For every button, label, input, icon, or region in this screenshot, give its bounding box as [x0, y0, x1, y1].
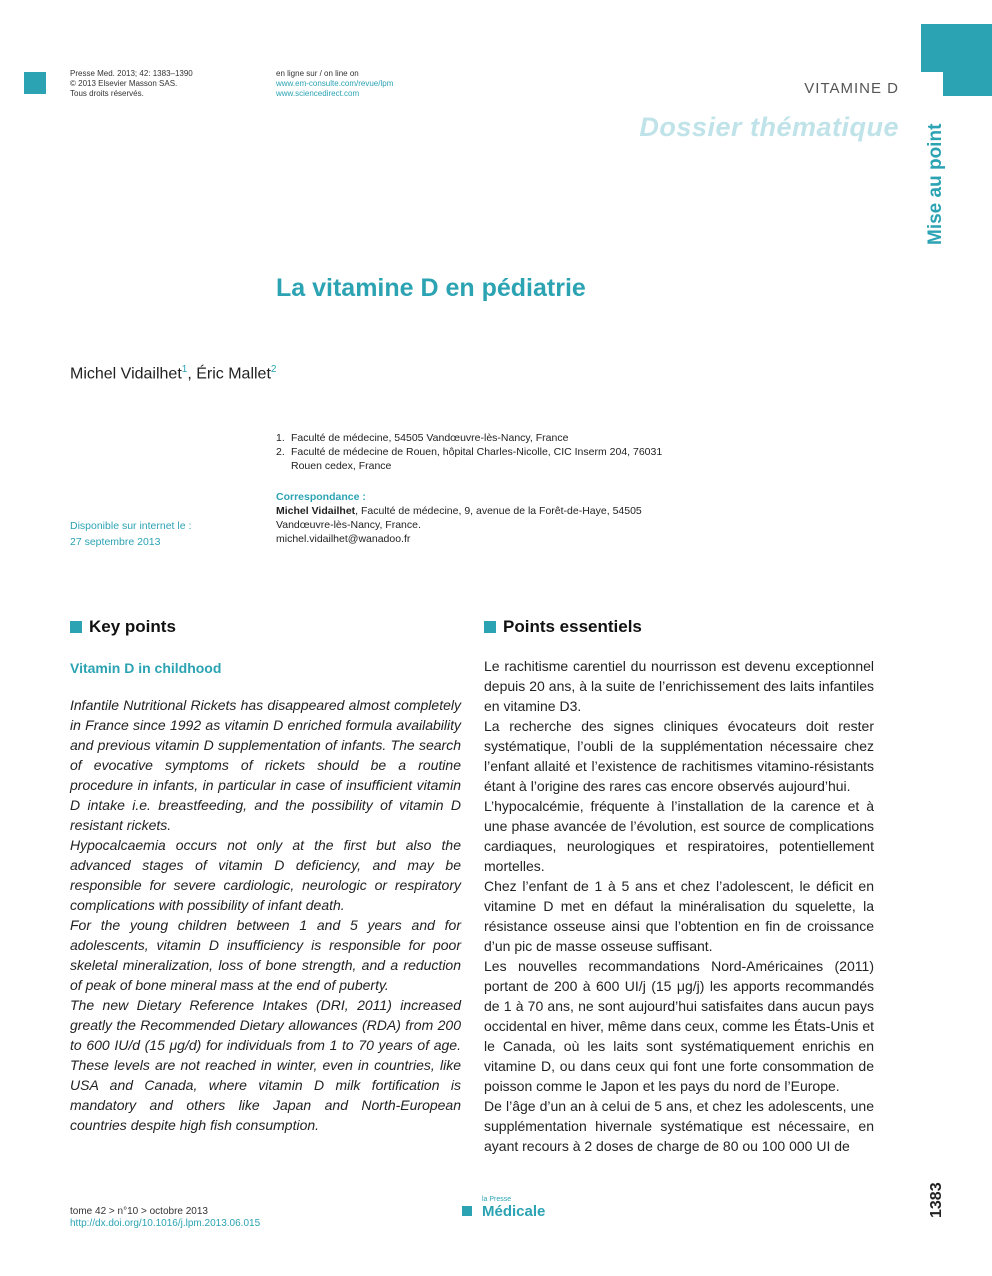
affiliation-number: 2.	[276, 446, 285, 458]
correspondence-name: Michel Vidailhet	[276, 505, 356, 517]
paragraph: Chez l’enfant de 1 à 5 ans et chez l’adolescent, le déficit en vitamine D met en défaut la minéralisation du squelette, la résistance osseuse ainsi que l’obtention en fin de croissance d’un pic de masse osseuse suffisant.	[484, 878, 874, 954]
affiliation-text: Faculté de médecine, 54505 Vandœuvre-lès-Nancy, France	[291, 432, 569, 444]
affiliations	[276, 431, 696, 473]
side-category-label: Mise au point	[925, 123, 946, 245]
heading-square-icon	[70, 621, 82, 633]
author-name: Éric Mallet	[196, 365, 271, 383]
footer-issue-info	[70, 1206, 260, 1230]
points-essentiels-heading-text: Points essentiels	[503, 617, 642, 636]
article-title: La vitamine D en pédiatrie	[276, 274, 586, 302]
correspondence	[276, 490, 696, 546]
paragraph: Hypocalcaemia occurs not only at the first but also the advanced stages of vitamin D deficiency, and may be responsible for severe cardiologic, neurologic or respiratory complications with possibility of infant death.	[70, 837, 461, 913]
logo-square-icon	[462, 1206, 472, 1216]
paragraph: La recherche des signes cliniques évocateurs doit rester systématique, l’oubli de la supplémentation nécessaire chez l’enfant allaité et l’existence de rachitismes vitamino-résistants étant à l’origine des rares cas encore observés aujourd’hui.	[484, 718, 874, 794]
online-label: en ligne sur / on line on	[276, 69, 359, 78]
dossier-label: Dossier thématique	[639, 112, 899, 142]
doi-link[interactable]: http://dx.doi.org/10.1016/j.lpm.2013.06.015	[70, 1218, 261, 1229]
paragraph: De l’âge d’un an à celui de 5 ans, et chez les adolescents, une supplémentation hivernale systématique est nécessaire, en ayant recours à 2 doses de charge de 80 ou 100 000 UI de	[484, 1098, 874, 1154]
journal-logo-text	[482, 1196, 545, 1220]
journal-logo-big: Médicale	[482, 1203, 546, 1220]
citation-line: Tous droits réservés.	[70, 89, 144, 98]
paragraph: For the young children between 1 and 5 years and for adolescents, vitamin D insufficiency is responsible for poor skeletal mineralization, loss of bone strength, and a reduction of peak of bone mineral mass at the end of puberty.	[70, 917, 461, 993]
points-essentiels-heading	[484, 617, 642, 637]
author-affiliation-ref: 1	[181, 364, 188, 375]
heading-square-icon	[484, 621, 496, 633]
section-label: VITAMINE D	[804, 80, 899, 97]
author-affiliation-ref: 2	[270, 364, 277, 375]
corner-notch	[921, 72, 943, 96]
journal-logo-square	[24, 72, 46, 94]
sciencedirect-link[interactable]: www.sciencedirect.com	[276, 89, 360, 98]
journal-logo	[462, 1196, 545, 1220]
affiliation-item	[276, 431, 696, 445]
paragraph: L’hypocalcémie, fréquente à l’installation de la carence et à une phase avancée de l’évolution, est source de complications cardiaques, neurologiques et respiratoires, potentiellement mortelles.	[484, 798, 874, 874]
paragraph: The new Dietary Reference Intakes (DRI, 2011) increased greatly the Recommended Dietary allowances (RDA) from 200 to 600 IU/d (15 μg/d) for individuals from 1 to 70 years of age. These levels are not reached in winter, even in countries, like USA and Canada, where vitamin D milk fortification is mandatory and others like Japan and North-European countries despite high fish consumption.	[70, 997, 461, 1133]
paragraph: Les nouvelles recommandations Nord-Américaines (2011) portant de 200 à 600 UI/j (15 μg/j) les apports recommandés de 1 à 70 ans, ne sont aujourd’hui satisfaites dans aucun pays occidental en hiver, même dans ceux, comme les États-Unis et le Canada, où les laits sont systématiquement enrichis en vitamine D, ou dans ceux qui font une forte consommation de poisson comme le Japon et les pays du nord de l’Europe.	[484, 958, 874, 1094]
author-list: Michel Vidailhet$^1$, Éric Mallet$^2$	[70, 364, 277, 383]
available-date: 27 septembre 2013	[70, 536, 161, 548]
correspondence-email[interactable]: michel.vidailhet@wanadoo.fr	[276, 533, 411, 545]
key-points-heading	[70, 617, 176, 637]
key-points-subheading: Vitamin D in childhood	[70, 660, 222, 676]
author-name: Michel Vidailhet	[70, 365, 182, 383]
paragraph: Le rachitisme carentiel du nourrisson est devenu exceptionnel depuis 20 ans, à la suite de l’enrichissement des laits infantiles en vitamine D3.	[484, 658, 874, 714]
affiliation-number: 1.	[276, 432, 285, 444]
page-number: 1383	[928, 1182, 945, 1218]
affiliation-text: Faculté de médecine de Rouen, hôpital Charles-Nicolle, CIC Inserm 204, 76031 Rouen cedex, France	[291, 446, 663, 472]
correspondence-address-text: , Faculté de médecine, 9, avenue de la Forêt-de-Haye, 54505 Vandœuvre-lès-Nancy, France.	[276, 505, 642, 531]
correspondence-address	[276, 504, 696, 532]
available-label: Disponible sur internet le :	[70, 520, 192, 532]
citation-block	[70, 69, 260, 99]
paragraph: Infantile Nutritional Rickets has disappeared almost completely in France since 1992 as vitamin D enriched formula availability and previous vitamin D supplementation of infants. The search of evocative symptoms of rickets should be a routine procedure in infants, in particular in case of insufficient vitamin D intake i.e. breastfeeding, and the possibility of vitamin D resistant rickets.	[70, 697, 461, 833]
correspondence-label: Correspondance :	[276, 491, 366, 503]
citation-line: © 2013 Elsevier Masson SAS.	[70, 79, 178, 88]
affiliation-item	[276, 445, 696, 473]
key-points-heading-text: Key points	[89, 617, 176, 636]
journal-logo-small: la Presse	[482, 1196, 512, 1203]
issue-info: tome 42 > n°10 > octobre 2013	[70, 1206, 208, 1217]
points-essentiels-body	[484, 656, 874, 1156]
citation-line: Presse Med. 2013; 42: 1383–1390	[70, 69, 193, 78]
online-block	[276, 69, 476, 99]
available-online	[70, 518, 250, 550]
key-points-body	[70, 695, 461, 1135]
em-consulte-link[interactable]: www.em-consulte.com/revue/lpm	[276, 79, 394, 88]
